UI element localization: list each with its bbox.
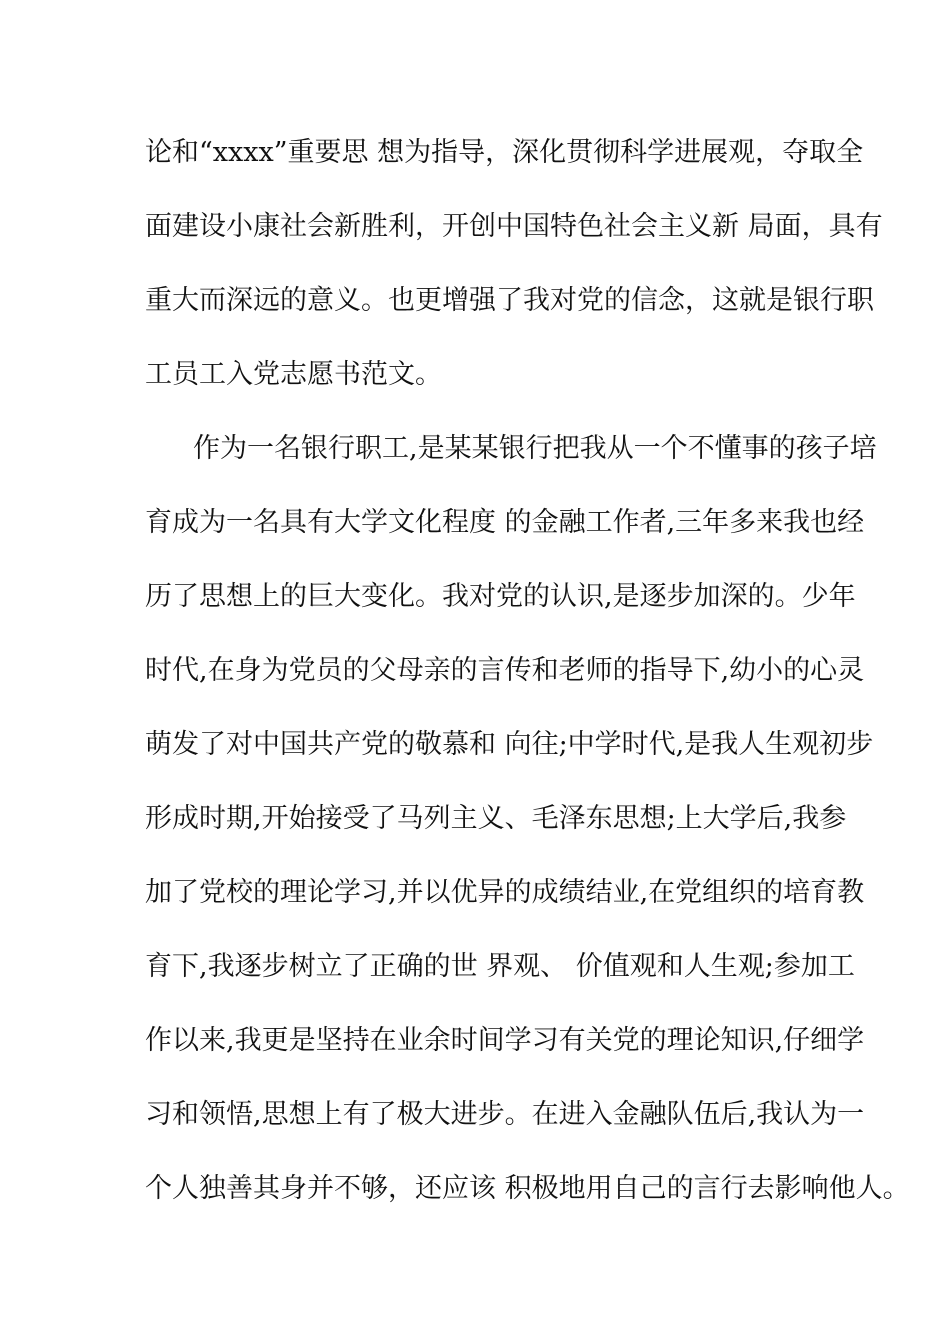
paragraph-1-line-4: 工员工入党志愿书范文。	[145, 359, 442, 390]
paragraph-2-line-2: 育成为一名具有大学文化程度 的金融工作者,三年多来我也经	[145, 507, 865, 538]
paragraph-1-line-3: 重大而深远的意义。也更增强了我对党的信念，这就是银行职	[145, 285, 874, 316]
paragraph-2-line-8: 育下,我逐步树立了正确的世 界观、 价值观和人生观;参加工	[145, 951, 855, 982]
paragraph-1-line-1: 论和“xxxx”重要思 想为指导，深化贯彻科学进展观，夺取全	[145, 137, 864, 168]
paragraph-2-line-6: 形成时期,开始接受了马列主义、毛泽东思想;上大学后,我参	[145, 803, 847, 834]
paragraph-2-line-4: 时代,在身为党员的父母亲的言传和老师的指导下,幼小的心灵	[145, 655, 865, 686]
paragraph-1-line-2: 面建设小康社会新胜利，开创中国特色社会主义新 局面，具有	[145, 211, 883, 242]
paragraph-2-line-11: 个人独善其身并不够，还应该 积极地用自己的言行去影响他人。	[145, 1173, 910, 1204]
paragraph-2-line-1: 作为一名银行职工,是某某银行把我从一个不懂事的孩子培	[193, 433, 877, 464]
paragraph-2-line-7: 加了党校的理论学习,并以优异的成绩结业,在党组织的培育教	[145, 877, 865, 908]
paragraph-2-line-5: 萌发了对中国共产党的敬慕和 向往;中学时代,是我人生观初步	[145, 729, 874, 760]
paragraph-2-line-3: 历了思想上的巨大变化。我对党的认识,是逐步加深的。少年	[145, 581, 856, 612]
paragraph-2-line-9: 作以来,我更是坚持在业余时间学习有关党的理论知识,仔细学	[145, 1025, 865, 1056]
paragraph-2-line-10: 习和领悟,思想上有了极大进步。在进入金融队伍后,我认为一	[145, 1099, 865, 1130]
